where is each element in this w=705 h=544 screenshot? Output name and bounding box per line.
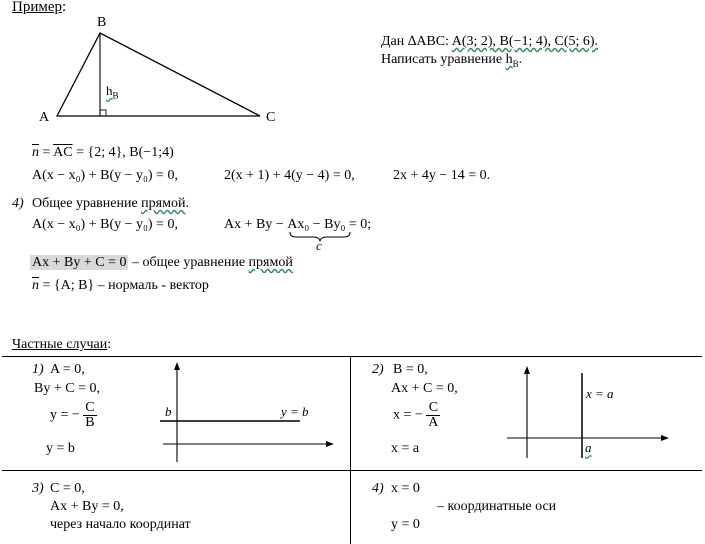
section4-number: 4) xyxy=(12,196,24,211)
given-text: Дан ∆ABC: A(3; 2), B(−1; 4), C(5; 6). xyxy=(381,34,599,49)
vertex-b-label: B xyxy=(97,15,107,30)
normal-vector-eq: $\overline{n} = \overline{AC} = \{2$; 4}, B(−1;4) xyxy=(32,145,174,160)
case1-condition: A = 0, xyxy=(50,362,85,377)
case3-description: через начало координат xyxy=(50,517,191,532)
case2-condition: B = 0, xyxy=(393,362,428,377)
vertex-a-label: A xyxy=(39,110,50,125)
case2-graph-xa: x = a xyxy=(586,386,614,401)
case4-x0: x = 0 xyxy=(391,481,420,496)
section4-eq-1: A(x − x₀) + B(y − y₀) = 0, xyxy=(32,217,178,232)
brace-label: c xyxy=(316,238,322,253)
case4-y0: y = 0 xyxy=(391,517,420,532)
case1-graph-yb: y = b xyxy=(281,404,309,419)
section4-title: Общее уравнение прямой. xyxy=(32,196,189,211)
case1-equation: By + C = 0, xyxy=(34,381,100,396)
task-text: Написать уравнение $h_B$. xyxy=(381,52,523,69)
normal-vector-def: $\overline{n} = \{A$; B} – нормаль - вектор xyxy=(32,278,209,293)
case3-number: 3) xyxy=(32,481,44,496)
case2-graph-a: a xyxy=(585,440,592,455)
solution-eq-3: 2x + 4y − 14 = 0. xyxy=(393,168,491,183)
section4-eq-2: Ax + By − Ax₀ − By₀ = 0; xyxy=(224,217,372,232)
case3-equation: Ax + By = 0, xyxy=(50,499,124,514)
special-cases-heading: Частные случаи: xyxy=(12,337,112,352)
case1-y-fraction: y = − $\frac{C}{B}$ xyxy=(50,400,95,430)
example-heading: Пример: xyxy=(12,0,67,15)
case1-number: 1) xyxy=(32,362,44,377)
case2-result: x = a xyxy=(391,441,420,456)
case4-number: 4) xyxy=(372,481,384,496)
case2-equation: Ax + C = 0, xyxy=(391,381,458,396)
solution-eq-1: A(x − x₀) + B(y − y₀) = 0, xyxy=(32,168,178,183)
general-equation: Ax + By + C = 0 – общее уравнение прямой xyxy=(32,255,293,270)
case2-x-fraction: x = − $\frac{C}{A}$ xyxy=(393,400,439,430)
case2-number: 2) xyxy=(372,362,384,377)
case1-graph-b: b xyxy=(165,404,172,419)
vertex-c-label: C xyxy=(266,110,276,125)
case3-condition: C = 0, xyxy=(50,481,85,496)
case1-result: y = b xyxy=(46,441,75,456)
solution-eq-2: 2(x + 1) + 4(y − 4) = 0, xyxy=(224,168,355,183)
case4-description: – координатные оси xyxy=(437,499,557,514)
height-label: $h_B$ xyxy=(106,83,119,101)
